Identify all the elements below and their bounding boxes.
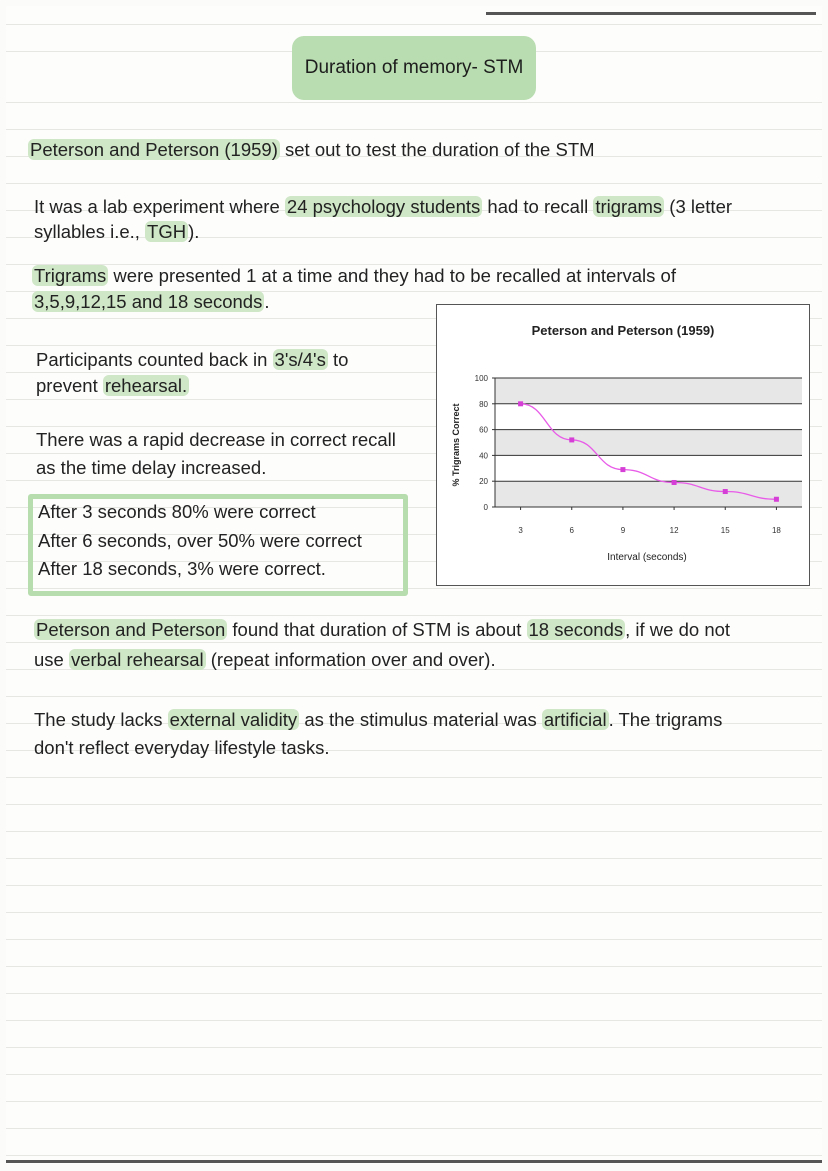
conclusion-line-1: [34, 616, 730, 643]
chart-x-tick-label: 9: [620, 526, 626, 535]
conclusion-text: found that duration of STM is about: [227, 619, 527, 640]
chart-grid-band: [495, 481, 802, 507]
chart-y-tick-label: 80: [479, 399, 488, 409]
chart-x-tick-label: 6: [569, 526, 574, 535]
conclusion-text: (repeat information over and over).: [205, 649, 496, 670]
finding-line-2: as the time delay increased.: [36, 457, 267, 478]
chart-data-point: [774, 497, 779, 502]
chart-panel: [436, 304, 810, 586]
page-title-text: Duration of memory- STM: [304, 57, 524, 78]
highlight-verbal-rehearsal: verbal rehearsal: [70, 649, 204, 670]
procedure-line-1: [32, 262, 676, 289]
chart-plot-area: [475, 374, 802, 535]
procedure-line-2: [32, 288, 270, 315]
highlight-trigrams-2: Trigrams: [34, 265, 107, 286]
method-line-2: [34, 218, 199, 245]
intro-text: set out to test the duration of the STM: [279, 139, 595, 160]
chart-y-tick-label: 0: [483, 503, 488, 512]
counting-text: Participants counted back in: [36, 349, 273, 370]
highlight-rehearsal: rehearsal.: [104, 375, 188, 396]
procedure-text: .: [264, 291, 270, 312]
highlight-intervals: 3,5,9,12,15 and 18 seconds: [34, 291, 263, 312]
method-text: It was a lab experiment where: [34, 196, 285, 217]
highlight-researchers: Peterson and Peterson: [36, 619, 226, 640]
highlight-artificial: artificial: [543, 709, 607, 730]
callout-line-1: After 3 seconds 80% were correct: [38, 501, 316, 522]
recall-chart: [437, 305, 808, 584]
highlight-trigrams: trigrams: [595, 196, 663, 217]
page-title: [292, 36, 536, 100]
method-text: (3 letter: [664, 196, 733, 217]
evaluation-text: The study lacks: [34, 709, 168, 730]
counting-text: prevent: [36, 375, 103, 396]
chart-title: Peterson and Peterson (1959): [531, 323, 715, 338]
conclusion-text: use: [34, 649, 69, 670]
bottom-edge-rule: [6, 1160, 822, 1163]
method-line-1: [34, 193, 732, 220]
chart-x-axis-label: Interval (seconds): [607, 552, 687, 563]
chart-grid-band: [495, 378, 802, 404]
chart-data-point: [620, 467, 625, 472]
chart-data-point: [723, 489, 728, 494]
chart-y-axis-label: % Trigrams Correct: [451, 403, 461, 487]
chart-y-tick-label: 20: [479, 477, 488, 487]
chart-data-point: [569, 437, 574, 442]
chart-data-point: [518, 401, 523, 406]
highlight-example: TGH: [147, 221, 187, 242]
finding-line-1: There was a rapid decrease in correct recall: [36, 429, 396, 450]
counting-line-1: [36, 346, 348, 373]
chart-x-tick-label: 12: [669, 526, 679, 535]
evaluation-line-1: [34, 706, 722, 733]
conclusion-line-2: [34, 646, 496, 673]
notebook-page: [6, 6, 822, 1164]
highlight-duration: 18 seconds: [528, 619, 624, 640]
chart-y-tick-label: 60: [479, 425, 488, 435]
highlight-study-name: Peterson and Peterson (1959): [30, 139, 278, 160]
chart-x-tick-label: 15: [720, 526, 730, 535]
callout-line-3: After 18 seconds, 3% were correct.: [38, 558, 326, 579]
intro-line: [28, 136, 595, 163]
method-text: syllables i.e.,: [34, 221, 146, 242]
top-edge-rule: [486, 12, 816, 15]
highlight-external-validity: external validity: [169, 709, 298, 730]
evaluation-text: as the stimulus material was: [299, 709, 542, 730]
evaluation-text: . The trigrams: [608, 709, 723, 730]
chart-data-point: [672, 480, 677, 485]
method-text: ).: [188, 221, 200, 242]
method-text: had to recall: [482, 196, 594, 217]
procedure-text: were presented 1 at a time and they had to be recalled at intervals of: [108, 265, 676, 286]
chart-x-tick-label: 18: [771, 526, 781, 535]
chart-y-tick-label: 100: [474, 374, 488, 383]
highlight-counting: 3's/4's: [274, 349, 326, 370]
chart-y-tick-label: 40: [479, 451, 488, 461]
counting-text: to: [327, 349, 349, 370]
callout-line-2: After 6 seconds, over 50% were correct: [38, 530, 362, 551]
highlight-participants: 24 psychology students: [286, 196, 481, 217]
counting-line-2: [36, 372, 189, 399]
chart-x-tick-label: 3: [518, 526, 523, 535]
evaluation-line-2: don't reflect everyday lifestyle tasks.: [34, 737, 330, 758]
chart-grid-band: [495, 430, 802, 456]
conclusion-text: , if we do not: [625, 619, 731, 640]
